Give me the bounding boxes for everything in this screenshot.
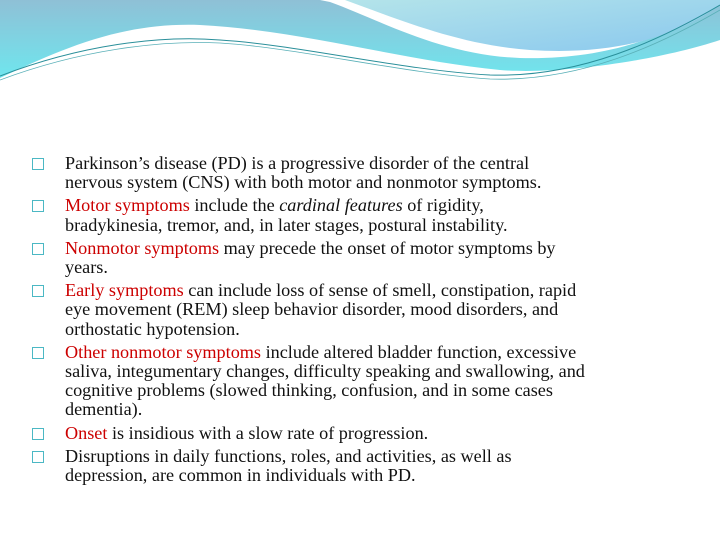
square-bullet-icon [32,451,44,463]
text-segment: can include loss of sense of smell, constipation, rapid [183,280,577,301]
text-line [65,466,702,485]
text-line [65,196,702,215]
highlighted-term: Nonmotor symptoms [65,237,220,258]
text-segment: Parkinson’s disease (PD) is a progressive disorder of the central [65,153,530,173]
square-bullet-icon [32,285,44,297]
highlighted-term: Other nonmotor symptoms [65,341,262,362]
text-line [65,362,702,381]
text-line [65,400,702,419]
square-bullet-icon [32,347,44,359]
text-line [65,216,702,235]
square-bullet-icon [32,243,44,255]
text-line [65,300,702,319]
text-segment: bradykinesia, tremor, and, in later stages, postural instability. [65,214,508,235]
text-segment: of rigidity, [402,195,484,216]
text-segment: saliva, integumentary changes, difficulty speaking and swallowing, and [65,361,585,382]
text-line [65,320,702,339]
text-segment: nervous system (CNS) with both motor and nonmotor symptoms. [65,172,542,193]
text-line [65,381,702,400]
text-line [65,239,702,258]
text-segment: cognitive problems (slowed thinking, confusion, and in some cases [65,380,553,401]
text-line [65,447,702,466]
text-segment: eye movement (REM) sleep behavior disorder, mood disorders, and [65,299,559,320]
text-segment: is insidious with a slow rate of progression. [107,422,429,443]
text-line [65,343,702,362]
text-segment: orthostatic hypotension. [65,318,240,339]
text-segment: include altered bladder function, excessive [261,341,577,362]
text-segment: Disruptions in daily functions, roles, and activities, as well as [65,445,512,466]
bullet-item [32,239,702,277]
text-line [65,424,702,443]
text-segment: depression, are common in individuals with PD. [65,465,416,486]
highlighted-term: Motor symptoms [65,195,190,216]
bullet-item [32,343,702,420]
square-bullet-icon [32,428,44,440]
text-segment: cardinal features [279,195,403,216]
text-line [65,173,702,192]
bullet-item [32,196,702,234]
bullet-list [32,154,702,489]
square-bullet-icon [32,200,44,212]
square-bullet-icon [32,158,44,170]
text-line [65,281,702,300]
highlighted-term: Early symptoms [65,280,184,301]
text-line [65,258,702,277]
text-segment: dementia). [65,399,143,420]
text-line [65,154,702,173]
header-wave-decoration [0,0,720,90]
highlighted-term: Onset [65,422,108,443]
bullet-item [32,281,702,339]
text-segment: may precede the onset of motor symptoms by [219,237,556,258]
bullet-item [32,424,702,443]
bullet-item [32,154,702,192]
text-segment: include the [189,195,280,216]
text-segment: years. [65,257,108,278]
bullet-item [32,447,702,485]
